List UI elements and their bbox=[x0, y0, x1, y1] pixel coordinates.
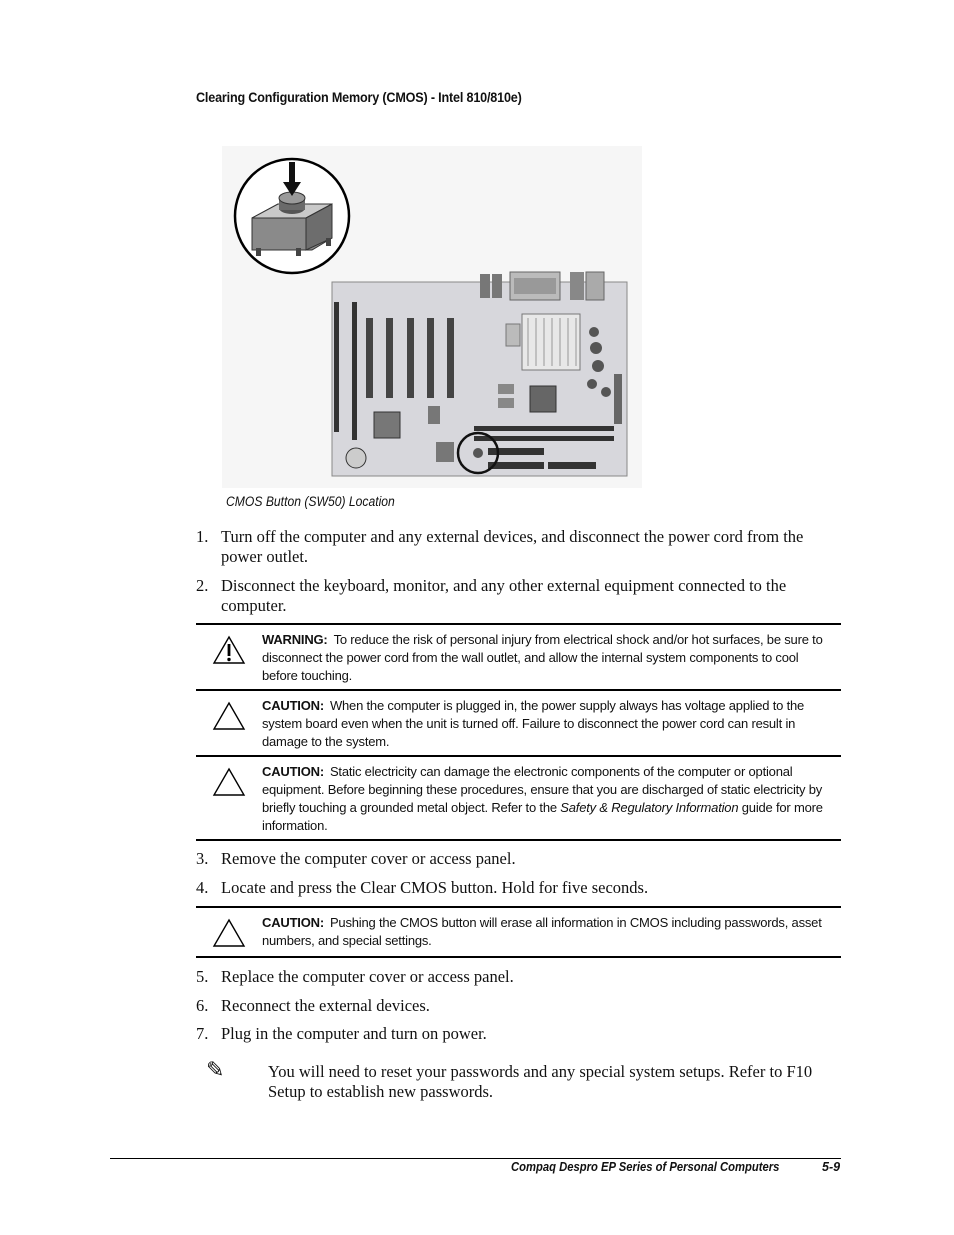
step-text: Replace the computer cover or access panel. bbox=[221, 967, 514, 986]
step-number: 2. bbox=[196, 576, 209, 595]
footer-title: Compaq Despro EP Series of Personal Computers bbox=[511, 1160, 780, 1174]
step-text: Turn off the computer and any external devices, and disconnect the power cord from the power outlet. bbox=[221, 527, 804, 566]
notice-label: CAUTION: bbox=[262, 764, 324, 779]
note-text: You will need to reset your passwords and any special system setups. Refer to F10 Setup to establish new passwords. bbox=[268, 1062, 813, 1101]
step-text: Locate and press the Clear CMOS button. Hold for five seconds. bbox=[221, 878, 649, 897]
step-text: Remove the computer cover or access panel. bbox=[221, 849, 516, 868]
caution-notice bbox=[196, 755, 841, 841]
figure-caption: CMOS Button (SW50) Location bbox=[226, 494, 395, 509]
step-number: 4. bbox=[196, 878, 209, 897]
notice-text: When the computer is plugged in, the power supply always has voltage applied to the system board even when the unit is turned off. Failure to disconnect the power cord can result in damage to the system. bbox=[262, 698, 805, 749]
notice-label: CAUTION: bbox=[262, 698, 324, 713]
list-item bbox=[196, 576, 826, 616]
warning-notice bbox=[196, 623, 841, 689]
caution-triangle-icon bbox=[212, 701, 246, 731]
caution-notice bbox=[196, 689, 841, 755]
list-item bbox=[196, 967, 826, 989]
list-item bbox=[196, 878, 826, 900]
pencil-note-icon: ✎ bbox=[206, 1058, 225, 1083]
notice-text: Pushing the CMOS button will erase all information in CMOS including passwords, asset numbers, and special settings. bbox=[262, 915, 822, 948]
list-item bbox=[196, 1024, 826, 1046]
notice-text: To reduce the risk of personal injury from electrical shock and/or hot surfaces, be sure to disconnect the power cord from the wall outlet, and allow the internal system components to cool before touching. bbox=[262, 632, 823, 683]
notice-text-tail: guide for more information. bbox=[262, 800, 823, 833]
step-number: 7. bbox=[196, 1024, 209, 1043]
list-item bbox=[196, 996, 826, 1018]
cmos-button-callout bbox=[235, 159, 349, 273]
document-title-reference: Safety & Regulatory Information bbox=[560, 800, 739, 815]
system-board bbox=[332, 272, 627, 476]
section-title: Clearing Configuration Memory (CMOS) - Intel 810/810e) bbox=[196, 89, 522, 105]
notice-label: WARNING: bbox=[262, 632, 328, 647]
list-item bbox=[196, 849, 826, 871]
caution-triangle-icon bbox=[212, 918, 246, 948]
step-number: 6. bbox=[196, 996, 209, 1015]
step-number: 3. bbox=[196, 849, 209, 868]
notice-text: Static electricity can damage the electronic components of the computer or optional equipment. Before beginning these procedures, ensure that you are discharged of static electricity by briefly touching a grounded metal object. Refer to the bbox=[262, 764, 823, 815]
step-text: Plug in the computer and turn on power. bbox=[221, 1024, 487, 1043]
page-number: 5-9 bbox=[822, 1160, 841, 1174]
step-text: Disconnect the keyboard, monitor, and any other external equipment connected to the computer. bbox=[221, 576, 787, 615]
caution-triangle-icon bbox=[212, 767, 246, 797]
step-text: Reconnect the external devices. bbox=[221, 996, 430, 1015]
list-item bbox=[196, 527, 826, 567]
warning-exclamation-icon bbox=[212, 635, 246, 665]
caution-notice bbox=[196, 906, 841, 958]
footer-divider bbox=[110, 1158, 841, 1159]
motherboard-figure bbox=[222, 146, 642, 488]
step-number: 5. bbox=[196, 967, 209, 986]
notice-label: CAUTION: bbox=[262, 915, 324, 930]
step-number: 1. bbox=[196, 527, 209, 546]
